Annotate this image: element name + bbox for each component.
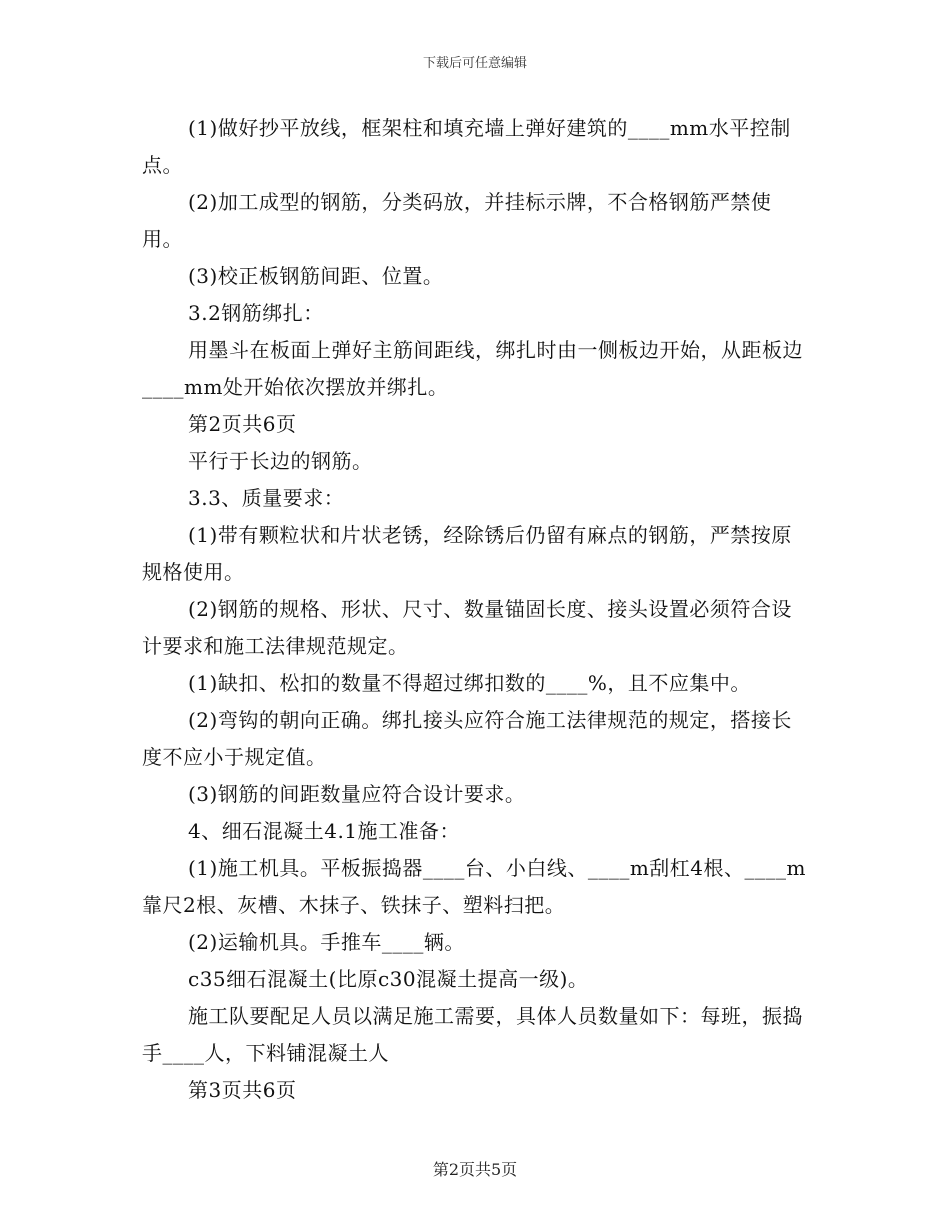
inline-page-marker: 第3页共6页 xyxy=(188,1078,297,1102)
paragraph: (1)做好抄平放线，框架柱和填充墙上弹好建筑的____mm水平控制点。 xyxy=(142,116,791,177)
paragraph: 平行于长边的钢筋。 xyxy=(188,449,373,473)
paragraph: (3)校正板钢筋间距、位置。 xyxy=(188,264,444,288)
document-body xyxy=(142,110,812,1109)
paragraph: (2)弯钩的朝向正确。绑扎接头应符合施工法律规范的规定，搭接长度不应小于规定值。 xyxy=(142,708,792,769)
paragraph: (3)钢筋的间距数量应符合设计要求。 xyxy=(188,782,526,806)
paragraph: c35细石混凝土(比原c30混凝土提高一级)。 xyxy=(188,967,589,991)
paragraph: 施工队要配足人员以满足施工需要，具体人员数量如下：每班，振捣手____人，下料铺混凝土人 xyxy=(142,1004,803,1065)
paragraph: (1)缺扣、松扣的数量不得超过绑扣数的____%，且不应集中。 xyxy=(188,671,751,695)
section-heading: 3.3、质量要求： xyxy=(188,486,345,510)
paragraph: (2)运输机具。手推车____辆。 xyxy=(188,930,465,954)
paragraph: 用墨斗在板面上弹好主筋间距线，绑扎时由一侧板边开始，从距板边____mm处开始依次摆放并绑扎。 xyxy=(142,338,803,399)
paragraph: (2)加工成型的钢筋，分类码放，并挂标示牌，不合格钢筋严禁使用。 xyxy=(142,190,772,251)
section-heading: 4、细石混凝土4.1施工准备： xyxy=(188,819,461,843)
paragraph: (1)施工机具。平板振捣器____台、小白线、____m刮杠4根、____m靠尺2根、灰槽、木抹子、铁抹子、塑料扫把。 xyxy=(142,856,806,917)
page-footer: 第2页共5页 xyxy=(432,1160,518,1179)
inline-page-marker: 第2页共6页 xyxy=(188,412,297,436)
paragraph: (1)带有颗粒状和片状老锈，经除锈后仍留有麻点的钢筋，严禁按原规格使用。 xyxy=(142,523,792,584)
page-header: 下载后可任意编辑 xyxy=(422,56,527,71)
section-heading: 3.2钢筋绑扎： xyxy=(188,301,324,325)
paragraph: (2)钢筋的规格、形状、尺寸、数量锚固长度、接头设置必须符合设计要求和施工法律规范规定。 xyxy=(142,597,792,658)
